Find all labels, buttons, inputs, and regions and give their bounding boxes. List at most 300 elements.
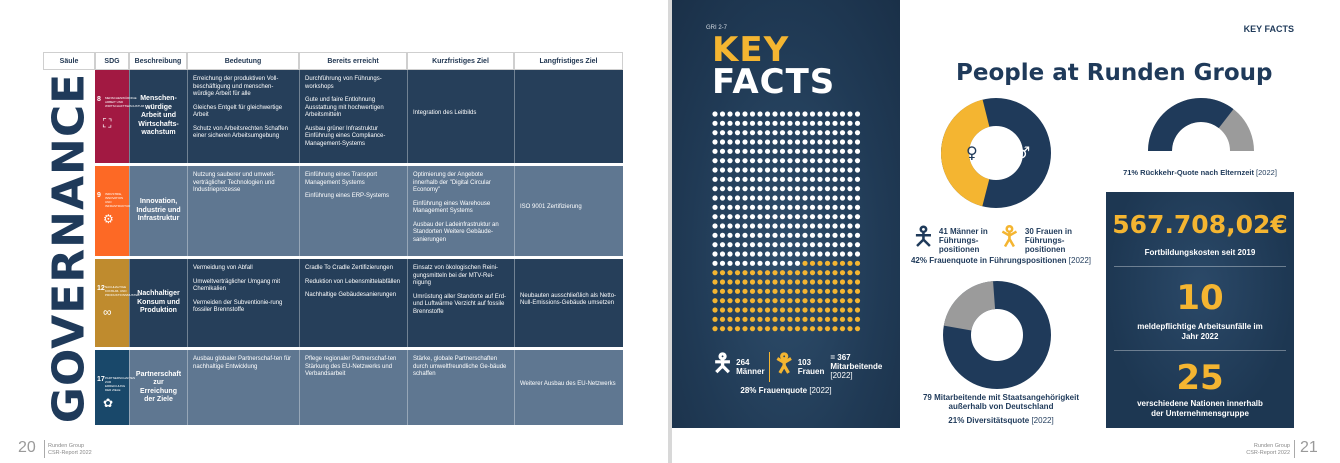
female-employee-dot	[787, 298, 792, 303]
title-facts: FACTS	[712, 62, 836, 102]
female-employee-dot	[847, 317, 852, 322]
male-employee-dot	[712, 149, 717, 154]
key-facts-title	[712, 30, 836, 102]
male-employee-dot	[772, 261, 777, 266]
male-employee-dot	[817, 167, 822, 172]
female-employee-dot	[817, 298, 822, 303]
header-bedeutung: Bedeutung	[187, 52, 299, 70]
male-employee-dot	[810, 251, 815, 256]
male-employee-dot	[720, 149, 725, 154]
men-count: 264	[736, 357, 750, 367]
male-employee-dot	[757, 186, 762, 191]
footer-report-right: CSR-Report 2022	[1246, 449, 1290, 456]
male-employee-dot	[727, 177, 732, 182]
male-employee-dot	[772, 233, 777, 238]
left-page	[0, 0, 668, 463]
male-employee-dot	[847, 242, 852, 247]
male-employee-dot	[772, 205, 777, 210]
male-employee-dot	[832, 130, 837, 135]
cell-bedeutung	[187, 259, 299, 347]
male-employee-dot	[780, 233, 785, 238]
male-employee-dot	[787, 149, 792, 154]
female-employee-dot	[720, 289, 725, 294]
training-costs-label: Fortbildungskosten seit 2019	[1144, 248, 1256, 257]
male-employee-dot	[802, 149, 807, 154]
male-employee-dot	[855, 139, 860, 144]
female-employee-dot	[832, 307, 837, 312]
male-employee-dot	[742, 214, 747, 219]
sdg-goal-icon: ⛶	[103, 116, 112, 130]
female-employee-dot	[810, 261, 815, 266]
male-employee-dot	[832, 121, 837, 126]
female-employee-dot	[802, 317, 807, 322]
male-employee-dot	[817, 130, 822, 135]
sdg-number: 12	[97, 285, 105, 292]
male-employee-dot	[832, 111, 837, 116]
male-employee-dot	[780, 121, 785, 126]
cell-paragraph: Einsatz von ökologischen Reini-gungsmitteln bei der MTV-Rei-nigung	[413, 265, 499, 286]
male-employee-dot	[787, 251, 792, 256]
male-employee-dot	[810, 195, 815, 200]
female-employee-dot	[817, 270, 822, 275]
sdg-number: 8	[97, 96, 101, 103]
male-employee-dot	[810, 121, 815, 126]
female-employee-dot	[720, 307, 725, 312]
male-employee-dot	[825, 149, 830, 154]
female-employee-dot	[787, 317, 792, 322]
male-employee-dot	[802, 158, 807, 163]
male-employee-dot	[840, 251, 845, 256]
male-employee-dot	[727, 214, 732, 219]
male-employee-dot	[832, 214, 837, 219]
male-employee-dot	[772, 195, 777, 200]
male-employee-dot	[727, 251, 732, 256]
male-employee-dot	[720, 177, 725, 182]
female-employee-dot	[832, 270, 837, 275]
pillar-column	[43, 70, 95, 425]
header-erreicht: Bereits erreicht	[299, 52, 407, 70]
male-employee-dot	[772, 251, 777, 256]
male-employee-dot	[817, 139, 822, 144]
table-row	[95, 259, 623, 347]
male-employee-dot	[720, 261, 725, 266]
cell-paragraph: Einführung eines ERP-Systems	[305, 193, 390, 199]
male-employee-dot	[780, 139, 785, 144]
male-employee-dot	[840, 205, 845, 210]
women-count-block	[798, 358, 825, 376]
female-employee-dot	[735, 298, 740, 303]
female-employee-dot	[765, 270, 770, 275]
male-employee-dot	[712, 139, 717, 144]
male-employee-dot	[847, 139, 852, 144]
male-employee-dot	[840, 139, 845, 144]
cell-paragraph: Gleiches Entgelt für gleichwertige Arbeit	[193, 104, 283, 118]
cell-paragraph: Einführung eines Transport Management Systems	[305, 172, 378, 186]
female-employee-dot	[840, 279, 845, 284]
male-employee-dot	[735, 242, 740, 247]
female-employee-dot	[840, 289, 845, 294]
male-employee-dot	[772, 121, 777, 126]
male-employee-dot	[855, 130, 860, 135]
male-employee-dot	[855, 242, 860, 247]
sdg-text: PARTNERSCHAFTEN ZUR ERREICHUNG DER ZIELE	[105, 376, 136, 392]
male-employee-dot	[840, 186, 845, 191]
footer-company-right: Runden Group	[1253, 443, 1290, 449]
gauge-return-segment	[1160, 110, 1226, 151]
male-employee-dot	[802, 177, 807, 182]
male-employee-dot	[735, 223, 740, 228]
employee-legend	[712, 346, 882, 387]
female-employee-dot	[772, 317, 777, 322]
footer-company-left: Runden Group	[48, 443, 85, 449]
male-employee-dot	[772, 139, 777, 144]
male-employee-dot	[750, 158, 755, 163]
parental-return-text	[1110, 168, 1290, 177]
female-employee-dot	[855, 279, 860, 284]
female-employee-dot	[802, 261, 807, 266]
women-count: 103	[797, 357, 812, 367]
male-employee-dot	[787, 186, 792, 191]
male-employee-dot	[832, 139, 837, 144]
male-employee-dot	[742, 242, 747, 247]
male-employee-dot	[855, 195, 860, 200]
cell-paragraph: Cradle To Cradle Zertifizierungen	[305, 265, 393, 271]
male-employee-dot	[787, 177, 792, 182]
male-employee-dot	[720, 186, 725, 191]
male-employee-dot	[780, 149, 785, 154]
cell-paragraph: Nutzung sauberer und umwelt-verträglicher Technologien und Industrieprozesse	[193, 172, 276, 193]
male-employee-dot	[787, 223, 792, 228]
female-employee-dot	[810, 270, 815, 275]
male-employee-dot	[720, 111, 725, 116]
female-employee-dot	[795, 307, 800, 312]
female-employee-dot	[765, 279, 770, 284]
male-employee-dot	[742, 251, 747, 256]
female-employee-dot	[825, 317, 830, 322]
diversity-donut-chart	[942, 280, 1052, 390]
cell-kurz	[407, 350, 514, 425]
male-employee-dot	[847, 121, 852, 126]
male-employee-dot	[757, 139, 762, 144]
male-employee-dot	[795, 261, 800, 266]
male-employee-dot	[757, 195, 762, 200]
male-employee-dot	[742, 130, 747, 135]
male-employee-dot	[787, 167, 792, 172]
male-employee-dot	[817, 223, 822, 228]
male-employee-dot	[735, 261, 740, 266]
cell-erreicht	[299, 350, 407, 425]
male-employee-dot	[750, 139, 755, 144]
male-employee-dot	[847, 233, 852, 238]
male-employee-dot	[772, 130, 777, 135]
male-employee-dot	[765, 205, 770, 210]
female-employee-dot	[772, 326, 777, 331]
male-employee-dot	[735, 195, 740, 200]
male-employee-dot	[742, 139, 747, 144]
male-employee-dot	[727, 130, 732, 135]
cell-paragraph: Pflege regionaler Partnerschaf-ten Stärkung des EU-Netzwerks und Verbandsarbeit	[305, 356, 397, 377]
male-employee-dot	[765, 261, 770, 266]
male-employee-dot	[825, 205, 830, 210]
male-employee-dot	[735, 205, 740, 210]
male-employee-dot	[720, 242, 725, 247]
sdg-text: INDUSTRIE, INNOVATION UND INFRASTRUKTUR	[105, 192, 131, 208]
header-lang: Langfristiges Ziel	[514, 52, 623, 70]
female-employee-dot	[742, 317, 747, 322]
female-employee-dot	[772, 298, 777, 303]
male-employee-dot	[847, 158, 852, 163]
male-employee-dot	[825, 233, 830, 238]
male-employee-dot	[735, 149, 740, 154]
total-block	[830, 353, 882, 380]
male-employee-dot	[810, 111, 815, 116]
male-employee-dot	[832, 233, 837, 238]
male-employee-dot	[810, 242, 815, 247]
male-employee-dot	[855, 177, 860, 182]
male-employee-dot	[840, 158, 845, 163]
male-employee-dot	[750, 149, 755, 154]
female-employee-dot	[750, 317, 755, 322]
female-employee-dot	[810, 326, 815, 331]
male-person-icon: 🯅	[712, 350, 734, 377]
page-number-left: 20	[18, 439, 36, 456]
male-employee-dot	[772, 214, 777, 219]
right-page	[672, 0, 1340, 463]
male-employee-dot	[757, 167, 762, 172]
men-count-block	[736, 358, 764, 376]
male-employee-dot	[802, 205, 807, 210]
male-employee-dot	[817, 158, 822, 163]
female-employee-dot	[735, 279, 740, 284]
parental-return-value: 71% Rückkehr-Quote nach Elternzeit	[1123, 168, 1254, 177]
male-employee-dot	[802, 139, 807, 144]
female-employee-dot	[787, 289, 792, 294]
male-employee-dot	[817, 242, 822, 247]
male-employee-dot	[847, 111, 852, 116]
female-employee-dot	[795, 326, 800, 331]
male-employee-dot	[840, 195, 845, 200]
footer-meta-right	[1246, 443, 1290, 456]
female-employee-dot	[825, 289, 830, 294]
women-label: Frauen	[797, 366, 825, 376]
sdg-text: MENSCHENWÜRDIGE ARBEIT UND WIRTSCHAFTSWACHSTUM	[105, 96, 145, 108]
male-employee-dot	[847, 195, 852, 200]
male-employee-dot	[780, 223, 785, 228]
male-employee-dot	[727, 167, 732, 172]
male-employee-dot	[847, 251, 852, 256]
male-employee-dot	[802, 111, 807, 116]
female-employee-dot	[832, 289, 837, 294]
male-employee-dot	[727, 121, 732, 126]
female-employee-dot	[795, 298, 800, 303]
female-employee-dot	[735, 307, 740, 312]
female-employee-dot	[817, 261, 822, 266]
male-employee-dot	[817, 251, 822, 256]
female-employee-dot	[765, 307, 770, 312]
male-employee-dot	[735, 214, 740, 219]
cell-lang	[514, 350, 623, 425]
female-employee-dot	[712, 326, 717, 331]
women-quote	[672, 386, 900, 395]
male-employee-dot	[712, 195, 717, 200]
male-employee-dot	[750, 251, 755, 256]
male-employee-dot	[742, 205, 747, 210]
diversity-quote	[904, 416, 1098, 425]
cell-paragraph: Schutz von Arbeitsrechten Schaffen einer sicheren Arbeitsumgebung	[193, 125, 288, 139]
cell-beschreibung: Menschen-würdige Arbeit und Wirtschafts-wachstum	[129, 70, 187, 163]
male-employee-dot	[787, 158, 792, 163]
sdg-goal-icon: ✿	[103, 396, 114, 410]
male-employee-dot	[840, 233, 845, 238]
male-employee-dot	[802, 223, 807, 228]
female-employee-dot	[832, 317, 837, 322]
male-employee-dot	[727, 205, 732, 210]
male-employee-dot	[817, 186, 822, 191]
male-employee-dot	[712, 251, 717, 256]
cell-kurz	[407, 166, 514, 256]
cell-paragraph: Neubauten ausschließlich als Netto-Null-Emissions-Gebäude umsetzen	[520, 292, 617, 306]
female-employee-dot	[802, 298, 807, 303]
male-employee-dot	[727, 139, 732, 144]
cell-paragraph: Vermeiden der Subventionie-rung fossiler Brennstoffe	[193, 299, 283, 313]
male-employee-dot	[825, 195, 830, 200]
female-employee-dot	[742, 270, 747, 275]
nations-value: 25	[1176, 358, 1224, 398]
header-beschreibung: Beschreibung	[129, 52, 187, 70]
male-employee-dot	[847, 177, 852, 182]
female-employee-dot	[810, 307, 815, 312]
male-employee-dot	[855, 149, 860, 154]
male-employee-dot	[757, 205, 762, 210]
female-employee-dot	[847, 298, 852, 303]
header-kurz: Kurzfristiges Ziel	[407, 52, 514, 70]
male-employee-dot	[712, 242, 717, 247]
female-employee-dot	[750, 307, 755, 312]
diversity-text: 79 Mitarbeitende mit Staatsangehörigkeit außerhalb von Deutschland	[922, 393, 1080, 411]
male-employee-dot	[795, 139, 800, 144]
female-employee-dot	[712, 279, 717, 284]
male-employee-dot	[802, 233, 807, 238]
footer-report-left: CSR-Report 2022	[48, 449, 92, 456]
male-employee-dot	[825, 167, 830, 172]
male-employee-dot	[735, 167, 740, 172]
cell-lang	[514, 70, 623, 163]
legend-divider	[769, 352, 770, 382]
male-employee-dot	[765, 214, 770, 219]
male-employee-dot	[727, 242, 732, 247]
sdg-badge	[95, 350, 136, 425]
cell-bedeutung	[187, 350, 299, 425]
male-employee-dot	[840, 167, 845, 172]
male-employee-dot	[825, 121, 830, 126]
male-employee-dot	[772, 149, 777, 154]
male-employee-dot	[742, 186, 747, 191]
male-employee-dot	[735, 111, 740, 116]
male-employee-dot	[712, 205, 717, 210]
sdg-table	[43, 52, 623, 425]
male-employee-dot	[817, 121, 822, 126]
female-employee-dot	[802, 326, 807, 331]
male-employee-dot	[720, 214, 725, 219]
female-employee-dot	[757, 270, 762, 275]
header-sdg: SDG	[95, 52, 129, 70]
male-employee-dot	[750, 261, 755, 266]
male-employee-dot	[840, 121, 845, 126]
female-employee-dot	[840, 270, 845, 275]
nations-label: verschiedene Nationen innerhalb der Unternehmensgruppe	[1137, 399, 1263, 418]
page-number-right: 21	[1300, 439, 1318, 456]
male-employee-dot	[840, 214, 845, 219]
male-employee-dot	[765, 242, 770, 247]
female-employee-dot	[780, 298, 785, 303]
female-employee-dot	[727, 326, 732, 331]
male-employee-dot	[727, 195, 732, 200]
female-employee-dot	[787, 326, 792, 331]
male-employee-dot	[825, 139, 830, 144]
male-employee-dot	[847, 167, 852, 172]
male-employee-dot	[772, 158, 777, 163]
male-employee-dot	[832, 158, 837, 163]
male-employee-dot	[757, 177, 762, 182]
cell-paragraph: Stärke, globale Partnerschaften durch umweltfreundliche Ge-bäude schaffen	[413, 356, 507, 377]
male-employee-dot	[832, 177, 837, 182]
male-employee-dot	[765, 186, 770, 191]
cell-paragraph: Ausbau globaler Partnerschaf-ten für nachhaltige Entwicklung	[193, 356, 292, 370]
female-employee-dot	[847, 307, 852, 312]
female-employee-dot	[825, 298, 830, 303]
male-employee-dot	[720, 205, 725, 210]
leadership-men-text: 41 Männer in Führungs-positionen	[938, 226, 988, 254]
cell-paragraph: Integration des Leitbilds	[413, 109, 477, 116]
cell-paragraph: Umweltverträglicher Umgang mit Chemikalien	[193, 278, 281, 292]
cell-erreicht	[299, 259, 407, 347]
male-employee-dot	[712, 167, 717, 172]
male-employee-dot	[810, 186, 815, 191]
female-employee-dot	[750, 270, 755, 275]
female-employee-dot	[802, 307, 807, 312]
male-employee-dot	[810, 223, 815, 228]
sdg-badge	[95, 259, 140, 347]
male-employee-dot	[757, 233, 762, 238]
female-employee-dot	[780, 317, 785, 322]
male-employee-dot	[757, 251, 762, 256]
female-employee-dot	[742, 307, 747, 312]
male-employee-dot	[765, 111, 770, 116]
male-employee-dot	[742, 111, 747, 116]
female-employee-dot	[735, 270, 740, 275]
male-employee-dot	[720, 195, 725, 200]
cell-beschreibung: Innovation, Industrie und Infrastruktur	[129, 166, 187, 256]
male-employee-dot	[780, 111, 785, 116]
accidents-label: meldepflichtige Arbeitsunfälle im Jahr 2022	[1137, 322, 1263, 341]
male-employee-dot	[757, 130, 762, 135]
male-employee-dot	[795, 149, 800, 154]
male-employee-dot	[787, 205, 792, 210]
female-employee-dot	[847, 289, 852, 294]
male-employee-dot	[742, 233, 747, 238]
parental-return-gauge	[1146, 96, 1256, 158]
male-employee-dot	[855, 111, 860, 116]
female-employee-dot	[735, 317, 740, 322]
female-employee-dot	[735, 326, 740, 331]
female-employee-dot	[727, 270, 732, 275]
female-employee-dot	[825, 270, 830, 275]
male-employee-dot	[810, 233, 815, 238]
male-employee-dot	[727, 158, 732, 163]
cell-beschreibung: Partnerschaft zur Erreichung der Ziele	[129, 350, 187, 425]
male-employee-dot	[757, 149, 762, 154]
male-employee-dot	[727, 186, 732, 191]
